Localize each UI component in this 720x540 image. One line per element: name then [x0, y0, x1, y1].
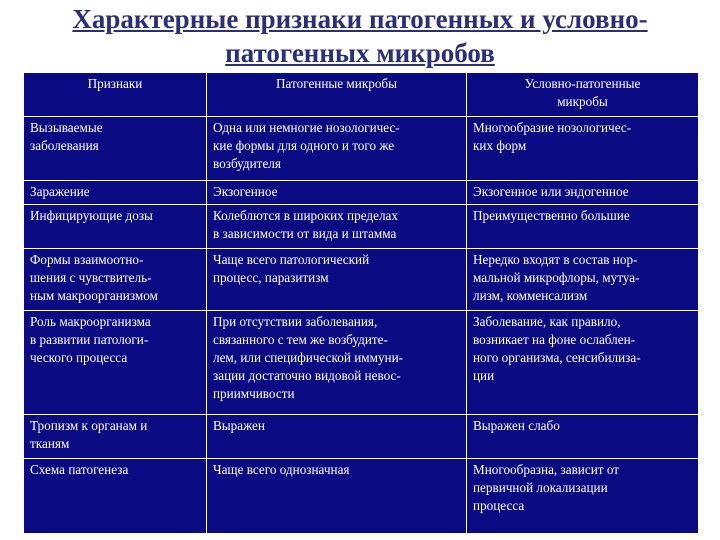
- table-cell: Многообразна, зависит от первичной локализации процесса: [467, 459, 699, 534]
- table-row: [24, 117, 699, 181]
- table-cell: Схема патогенеза: [24, 459, 207, 534]
- comparison-table: [23, 72, 699, 534]
- column-header-conditional: Условно-патогенные микробы: [467, 73, 699, 117]
- table-row: [24, 311, 699, 415]
- table-cell: Роль макроорганизма в развитии патологи- ческого процесса: [24, 311, 207, 415]
- table-cell: Чаще всего патологический процесс, паразитизм: [207, 249, 467, 311]
- column-header-features: Признаки: [24, 73, 207, 117]
- table-cell: Преимущественно большие: [467, 205, 699, 249]
- table-cell: Одна или немногие нозологичес- кие формы для одного и того же возбудителя: [207, 117, 467, 181]
- table-cell: Выражен слабо: [467, 415, 699, 459]
- table-cell: Инфицирующие дозы: [24, 205, 207, 249]
- table-cell: Экзогенное: [207, 181, 467, 205]
- table-cell: Тропизм к органам и тканям: [24, 415, 207, 459]
- table-cell: Чаще всего однозначная: [207, 459, 467, 534]
- table-cell: Заражение: [24, 181, 207, 205]
- table-row: [24, 415, 699, 459]
- table-cell: При отсутствии заболевания, связанного с тем же возбудите- лем, или специфической иммуни- зации достаточно видовой невос- приимчивости: [207, 311, 467, 415]
- table-cell: Вызываемые заболевания: [24, 117, 207, 181]
- table-cell: Заболевание, как правило, возникает на фоне ослаблен- ного организма, сенсибилиза- ции: [467, 311, 699, 415]
- table-cell: Колеблются в широких пределах в зависимости от вида и штамма: [207, 205, 467, 249]
- table-row: [24, 249, 699, 311]
- table-cell: Нередко входят в состав нор- мальной микрофлоры, мутуа- лизм, комменсализм: [467, 249, 699, 311]
- table-row: [24, 205, 699, 249]
- table-row: [24, 459, 699, 534]
- table-cell: Экзогенное или эндогенное: [467, 181, 699, 205]
- page-title: Характерные признаки патогенных и условно- патогенных микробов: [72, 4, 648, 68]
- table-cell: Выражен: [207, 415, 467, 459]
- column-header-pathogenic: Патогенные микробы: [207, 73, 467, 117]
- table-cell: Формы взаимоотно- шения с чувствитель- ным макроорганизмом: [24, 249, 207, 311]
- table-header-row: [24, 73, 699, 117]
- table-cell: Многообразие нозологичес- ких форм: [467, 117, 699, 181]
- table-row: [24, 181, 699, 205]
